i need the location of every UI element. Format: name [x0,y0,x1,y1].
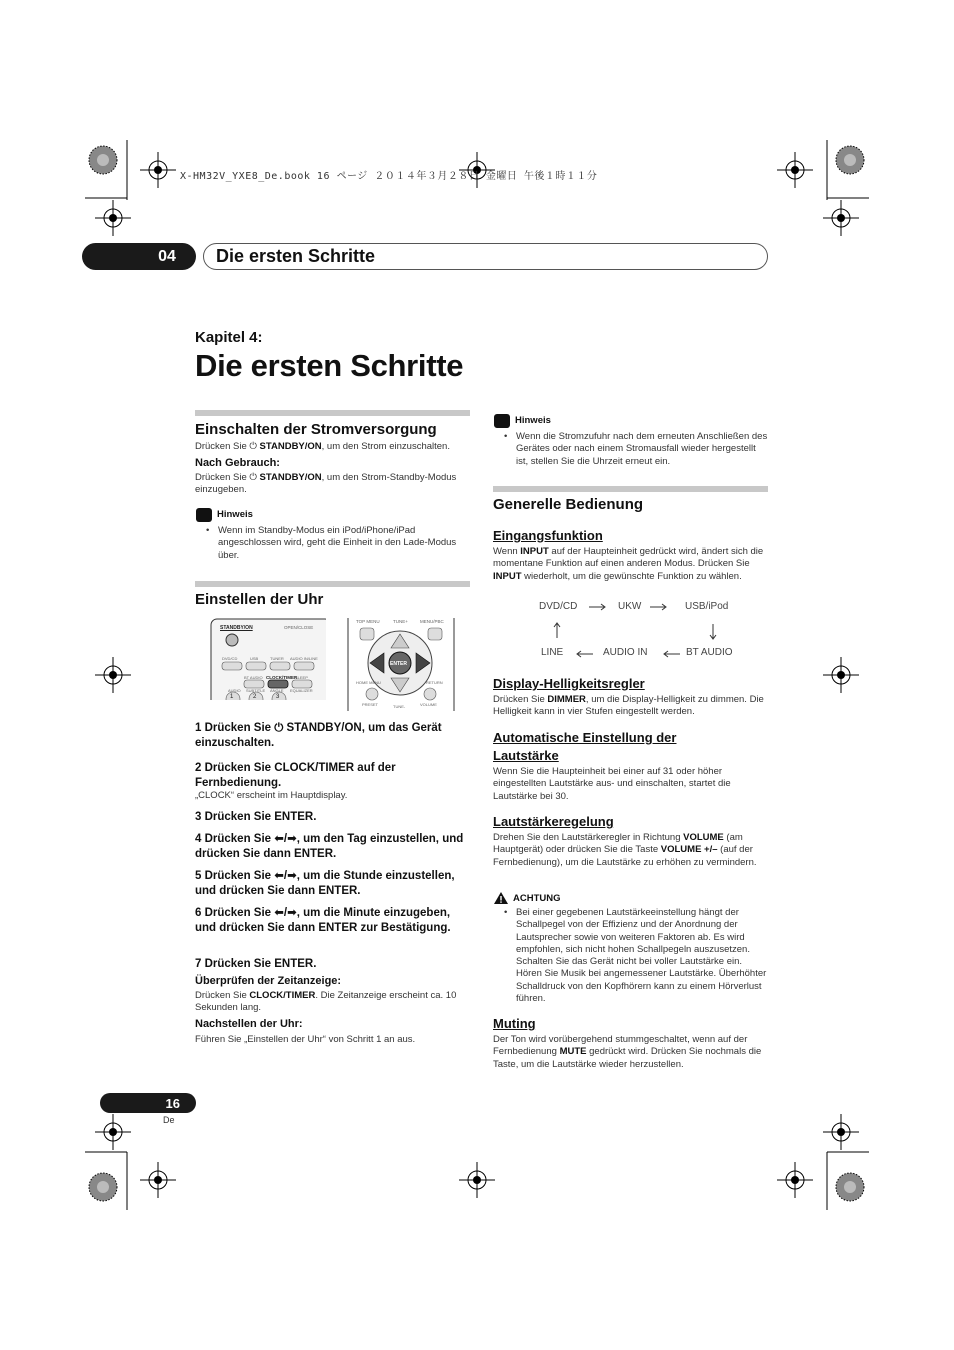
bullet-dot: • [504,907,508,918]
subtitle-label: SUBTITLE [246,688,266,693]
step-1: 1 Drücken Sie ⏻ STANDBY/ON, um das Gerät einzuschalten. [195,722,442,749]
auto-volume-heading-1: Automatische Einstellung der [493,730,677,745]
audio-label: AUDIO [228,688,241,693]
step-5: 5 Drücken Sie ⬅/➡, um die Stunde einzustellen, und drücken Sie dann ENTER. [195,870,455,897]
page-title: Die ersten Schritte [195,348,464,383]
step-2-note: „CLOCK“ erscheint im Hauptdisplay. [195,790,348,801]
return-label: RETURN [426,680,443,685]
after-use-label: Nach Gebrauch: [195,457,280,469]
clock-heading: Einstellen der Uhr [195,591,324,608]
power-text: Drücken Sie ⏻ STANDBY/ON, um den Strom einzuschalten. [195,441,450,452]
bullet-dot: • [504,431,508,442]
page-language: De [163,1115,175,1125]
preset-label: PRESET [362,702,379,707]
caution-text: Bei einer gegebenen Lautstärkeeinstellung hängt der Schallpegel von der Effizienz und der Anordnung der Lautsprecher sowie von weiteren Faktoren ab. Es wird empfohlen, sich nicht hohen Schallpegeln auszusetzen. Schalten Sie das Gerät nicht bei voller Lautstärke ein. Hören Sie Musik bei angemessener Lautstärke. Überhöhter Schalldruck von den Kopfhörern kann zu einem Hörverlust führen. [516,907,767,1005]
step-4: 4 Drücken Sie ⬅/➡, um den Tag einzustellen, und drücken Sie dann ENTER. [195,833,464,860]
chapter-title-tab: Die ersten Schritte [203,243,768,270]
note-icon [196,508,212,522]
step-6: 6 Drücken Sie ⬅/➡, um die Minute einzugeben, und drücken Sie dann ENTER zur Bestätigung. [195,907,451,934]
equalizer-label: EQUALIZER [290,688,313,693]
muting-text: Der Ton wird vorübergehend stummgeschaltet, wenn auf der Fernbedienung MUTE gedrückt wird. Drücken Sie nochmals die Taste, um die Lautstärke wieder herzustellen. [493,1034,762,1070]
step-7: 7 Drücken Sie ENTER. [195,958,317,970]
standby-label: STANDBY/ON [220,625,253,631]
flow-ukw: UKW [618,601,642,612]
section-bar [493,486,768,492]
num-1: 1 [230,694,234,700]
flow-line: LINE [541,647,564,658]
angle-label: ANGLE [270,688,284,693]
flow-audioin: AUDIO IN [603,647,648,658]
note-icon [494,414,510,428]
usb-label: USB [250,656,259,661]
open-close-label: OPEN/CLOSE [284,625,314,630]
input-text: Wenn INPUT auf der Haupteinheit gedrückt wird, ändert sich die momentane Funktion auf einen anderen Modus. Drücken Sie INPUT wiederholt, um die gewünschte Funktion zu wählen. [493,546,764,582]
num-2: 2 [253,694,257,700]
general-heading: Generelle Bedienung [493,496,644,513]
auto-volume-heading-2: Lautstärke [493,748,559,763]
power-note-text: Wenn im Standby-Modus ein iPod/iPhone/iPad angeschlossen wird, geht die Einheit in den Lade-Modus über. [218,525,457,561]
volume-label: VOLUME [420,702,437,707]
reset-text: Führen Sie „Einstellen der Uhr“ von Schritt 1 an aus. [195,1034,416,1045]
note-label: Hinweis [217,509,253,520]
chapter-label: Kapitel 4: [195,329,263,346]
enter-label: ENTER [390,661,407,667]
after-use-text: Drücken Sie ⏻ STANDBY/ON, um den Strom-Standby-Modus einzugeben. [195,472,457,496]
tuner-label: TUNER [270,656,284,661]
audio-in-label: AUDIO IN/LINE [290,656,318,661]
bullet-dot: • [206,525,210,536]
volume-heading: Lautstärkeregelung [493,814,614,829]
home-menu-label: HOME MENU [356,680,381,685]
chapter-number-tab: 04 [82,243,196,270]
step-3: 3 Drücken Sie ENTER. [195,811,317,823]
note-label: Hinweis [515,415,551,426]
step-2: 2 Drücken Sie CLOCK/TIMER auf der Fernbedienung. [195,762,396,789]
clock-note-text: Wenn die Stromzufuhr nach dem erneuten Anschließen des Gerätes oder nach einem Stromausfall wieder hergestellt ist, stellen Sie die Uhrzeit erneut ein. [516,431,768,467]
clock-timer-label: CLOCK/TIMER [266,675,298,680]
print-header: X-HM32V_YXE8_De.book 16 ページ ２０１４年３月２８日 金曜日 午後１時１１分 [180,171,598,182]
check-label: Überprüfen der Zeitanzeige: [195,975,342,987]
menu-pbc-label: MENU/PBC [420,619,444,624]
check-text: Drücken Sie CLOCK/TIMER. Die Zeitanzeige erscheint ca. 10 Sekunden lang. [195,990,457,1014]
input-heading: Eingangsfunktion [493,528,603,543]
power-icon: ⏻ [249,472,260,483]
dvd-label: DVD/CD [222,656,238,661]
flow-dvd: DVD/CD [539,601,578,612]
tune-minus-label: TUNE- [393,704,406,709]
page-number: 16 [100,1093,196,1113]
num-3: 3 [276,694,280,700]
section-bar [195,581,470,587]
auto-volume-text: Wenn Sie die Haupteinheit bei einer auf 31 oder höher eingestellten Lautstärke aus- und einschalten, startet die Lautstärke bei 30. [493,766,731,802]
section-bar [195,410,470,416]
flow-usb: USB/iPod [685,601,729,612]
flow-bt: BT AUDIO [686,647,733,658]
sleep-label: SLEEP [295,675,308,680]
warning-icon [493,891,509,905]
reset-label: Nachstellen der Uhr: [195,1018,303,1030]
muting-heading: Muting [493,1016,536,1031]
tune-plus-label: TUNE+ [393,619,408,624]
power-heading: Einschalten der Stromversorgung [195,421,437,438]
caution-label: ACHTUNG [513,893,561,904]
dimmer-text: Drücken Sie DIMMER, um die Display-Helligkeit zu dimmen. Die Helligkeit kann in vier Stufen eingestellt werden. [493,694,764,718]
bt-audio-label: BT AUDIO [244,675,263,680]
remote-illustration-left [208,618,326,700]
top-menu-label: TOP MENU [356,619,380,624]
dimmer-heading: Display-Helligkeitsregler [493,676,645,691]
volume-text: Drehen Sie den Lautstärkeregler in Richtung VOLUME (am Hauptgerät) oder drücken Sie die Taste VOLUME +/– (auf der Fernbedienung), um die Lautstärke zu erhöhen zu vermindern. [493,832,757,868]
remote-illustration-right [346,618,458,711]
power-icon: ⏻ [249,441,260,452]
